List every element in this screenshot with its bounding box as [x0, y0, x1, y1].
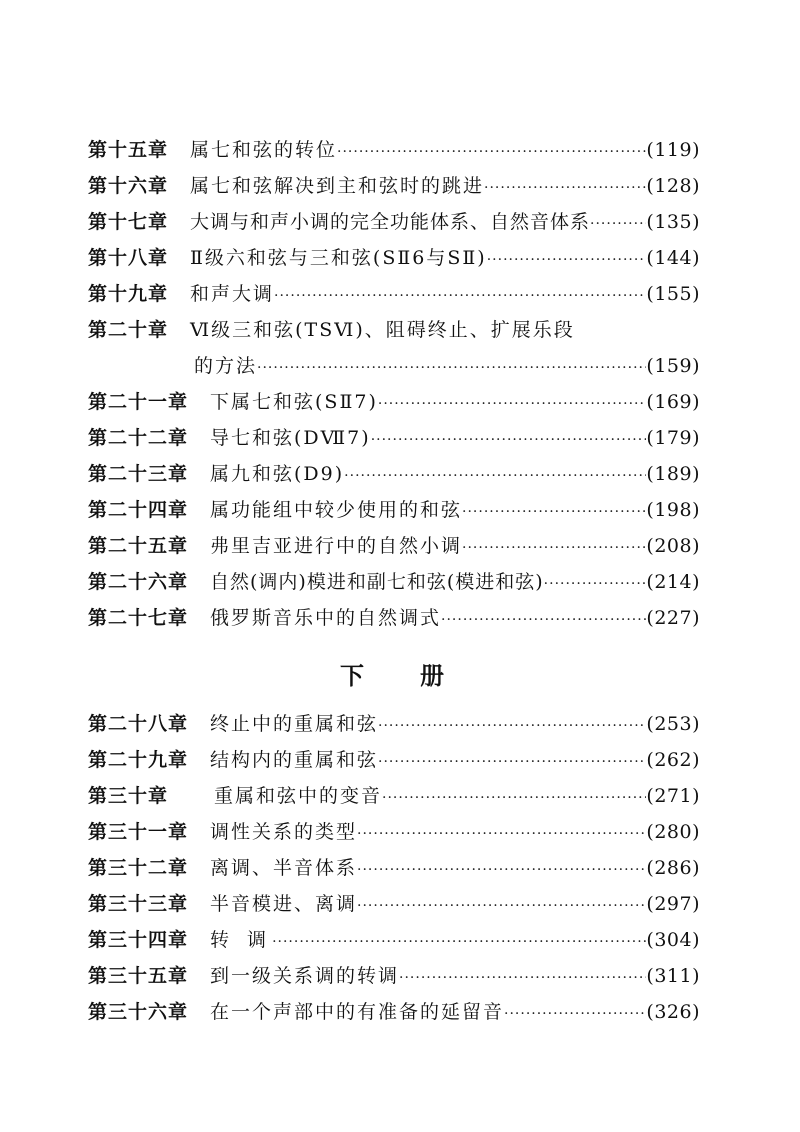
chapter-title: 导七和弦(DⅦ7)	[210, 427, 371, 449]
chapter-number: 第三十五章	[88, 965, 189, 987]
chapter-number: 第二十八章	[88, 713, 189, 735]
dot-leader	[504, 996, 646, 1032]
page-number: (179)	[646, 427, 700, 449]
chapter-number: 第三十章	[88, 785, 169, 807]
chapter-title: 转 调	[210, 929, 273, 951]
chapter-title: 下属七和弦(SⅡ7)	[210, 391, 378, 413]
chapter-title: Ⅵ级三和弦(TSⅥ)、阻碍终止、扩展乐段	[190, 319, 575, 341]
page-number: (119)	[646, 139, 700, 161]
toc-entry[interactable]	[88, 420, 700, 456]
toc-entry[interactable]	[88, 132, 700, 168]
page-number: (135)	[646, 211, 700, 233]
dot-leader	[357, 888, 646, 924]
chapter-title: 在一个声部中的有准备的延留音	[210, 1001, 505, 1023]
page-number: (286)	[646, 857, 700, 879]
chapter-number: 第三十三章	[88, 893, 189, 915]
page-number: (262)	[646, 749, 700, 771]
dot-leader	[371, 422, 647, 458]
chapter-number: 第十七章	[88, 211, 169, 233]
toc-entry[interactable]	[88, 778, 700, 814]
page-number: (128)	[646, 175, 700, 197]
toc-entry[interactable]	[88, 958, 700, 994]
dot-leader	[337, 134, 646, 170]
toc-entry[interactable]	[88, 814, 700, 850]
toc-entry[interactable]	[88, 564, 700, 600]
chapter-number: 第二十九章	[88, 749, 189, 771]
chapter-number: 第二十七章	[88, 607, 189, 629]
chapter-title: 重属和弦中的变音	[214, 785, 383, 807]
page-number: (280)	[646, 821, 700, 843]
dot-leader	[274, 278, 646, 314]
chapter-number: 第二十三章	[88, 463, 189, 485]
chapter-title: 和声大调	[190, 283, 275, 305]
page-number: (214)	[646, 571, 700, 593]
chapter-number: 第十九章	[88, 283, 169, 305]
toc-entry[interactable]	[88, 168, 700, 204]
toc-entry[interactable]	[88, 240, 700, 276]
dot-leader	[399, 960, 646, 996]
chapter-title: 到一级关系调的转调	[210, 965, 400, 987]
page-number: (155)	[646, 283, 700, 305]
toc-entry[interactable]	[88, 886, 700, 922]
chapter-title: 自然(调内)模进和副七和弦(模进和弦)	[210, 571, 544, 593]
chapter-number: 第三十一章	[88, 821, 189, 843]
chapter-number: 第二十章	[88, 319, 169, 341]
toc-entry[interactable]	[88, 706, 700, 742]
page-number: (208)	[646, 535, 700, 557]
chapter-title: 离调、半音体系	[210, 857, 358, 879]
toc-entry[interactable]	[88, 850, 700, 886]
dot-leader	[487, 242, 647, 278]
dot-leader	[382, 780, 646, 816]
chapter-number: 第十五章	[88, 139, 169, 161]
dot-leader	[462, 530, 646, 566]
chapter-number: 第二十五章	[88, 535, 189, 557]
dot-leader	[544, 566, 647, 602]
chapter-title: 弗里吉亚进行中的自然小调	[210, 535, 463, 557]
toc-entry[interactable]	[88, 276, 700, 312]
chapter-title: Ⅱ级六和弦与三和弦(SⅡ6与SⅡ)	[190, 247, 487, 269]
chapter-number: 第二十二章	[88, 427, 189, 449]
chapter-title: 俄罗斯音乐中的自然调式	[210, 607, 442, 629]
toc-lower	[88, 706, 700, 1030]
dot-leader	[357, 852, 646, 888]
dot-leader	[378, 386, 647, 422]
dot-leader	[344, 458, 646, 494]
page-number: (159)	[646, 355, 700, 377]
dot-leader	[484, 170, 646, 206]
page-number: (311)	[646, 965, 700, 987]
page-number: (198)	[646, 499, 700, 521]
toc-entry[interactable]	[88, 922, 700, 958]
chapter-number: 第二十一章	[88, 391, 189, 413]
chapter-number: 第二十四章	[88, 499, 189, 521]
dot-leader	[357, 816, 646, 852]
chapter-number: 第十六章	[88, 175, 169, 197]
dot-leader	[378, 708, 646, 744]
toc-entry[interactable]	[88, 384, 700, 420]
chapter-title: 调性关系的类型	[210, 821, 358, 843]
toc-entry[interactable]	[88, 994, 700, 1030]
chapter-title: 属七和弦的转位	[190, 139, 338, 161]
chapter-number: 第二十六章	[88, 571, 189, 593]
chapter-number: 第三十六章	[88, 1001, 189, 1023]
dot-leader	[462, 494, 646, 530]
page-number: (304)	[646, 929, 700, 951]
chapter-number: 第十八章	[88, 247, 169, 269]
chapter-number: 第三十二章	[88, 857, 189, 879]
page-number: (297)	[646, 893, 700, 915]
toc-entry[interactable]	[88, 456, 700, 492]
toc-entry[interactable]	[88, 312, 700, 348]
dot-leader	[590, 206, 646, 242]
chapter-title: 终止中的重属和弦	[210, 713, 379, 735]
chapter-title-continued: 的方法	[194, 355, 258, 377]
page-number: (189)	[646, 463, 700, 485]
dot-leader	[272, 924, 646, 960]
page-number: (253)	[646, 713, 700, 735]
chapter-title: 属功能组中较少使用的和弦	[210, 499, 463, 521]
toc-entry[interactable]	[88, 528, 700, 564]
section-heading: 下册	[340, 661, 500, 690]
chapter-title: 属九和弦(D9)	[210, 463, 345, 485]
dot-leader	[257, 350, 646, 386]
page-number: (144)	[646, 247, 700, 269]
chapter-title: 结构内的重属和弦	[210, 749, 379, 771]
toc-entry[interactable]	[88, 600, 700, 636]
toc-entry-continuation[interactable]	[88, 348, 700, 384]
chapter-title: 大调与和声小调的完全功能体系、自然音体系	[190, 211, 591, 233]
dot-leader	[441, 602, 646, 638]
chapter-number: 第三十四章	[88, 929, 189, 951]
toc-entry[interactable]	[88, 492, 700, 528]
page-number: (271)	[646, 785, 700, 807]
toc-entry[interactable]	[88, 204, 700, 240]
toc-upper	[88, 132, 700, 636]
dot-leader	[378, 744, 646, 780]
chapter-title: 半音模进、离调	[210, 893, 358, 915]
chapter-title: 属七和弦解决到主和弦时的跳进	[190, 175, 485, 197]
toc-entry[interactable]	[88, 742, 700, 778]
page-number: (169)	[646, 391, 700, 413]
page-number: (326)	[646, 1001, 700, 1023]
page-number: (227)	[646, 607, 700, 629]
